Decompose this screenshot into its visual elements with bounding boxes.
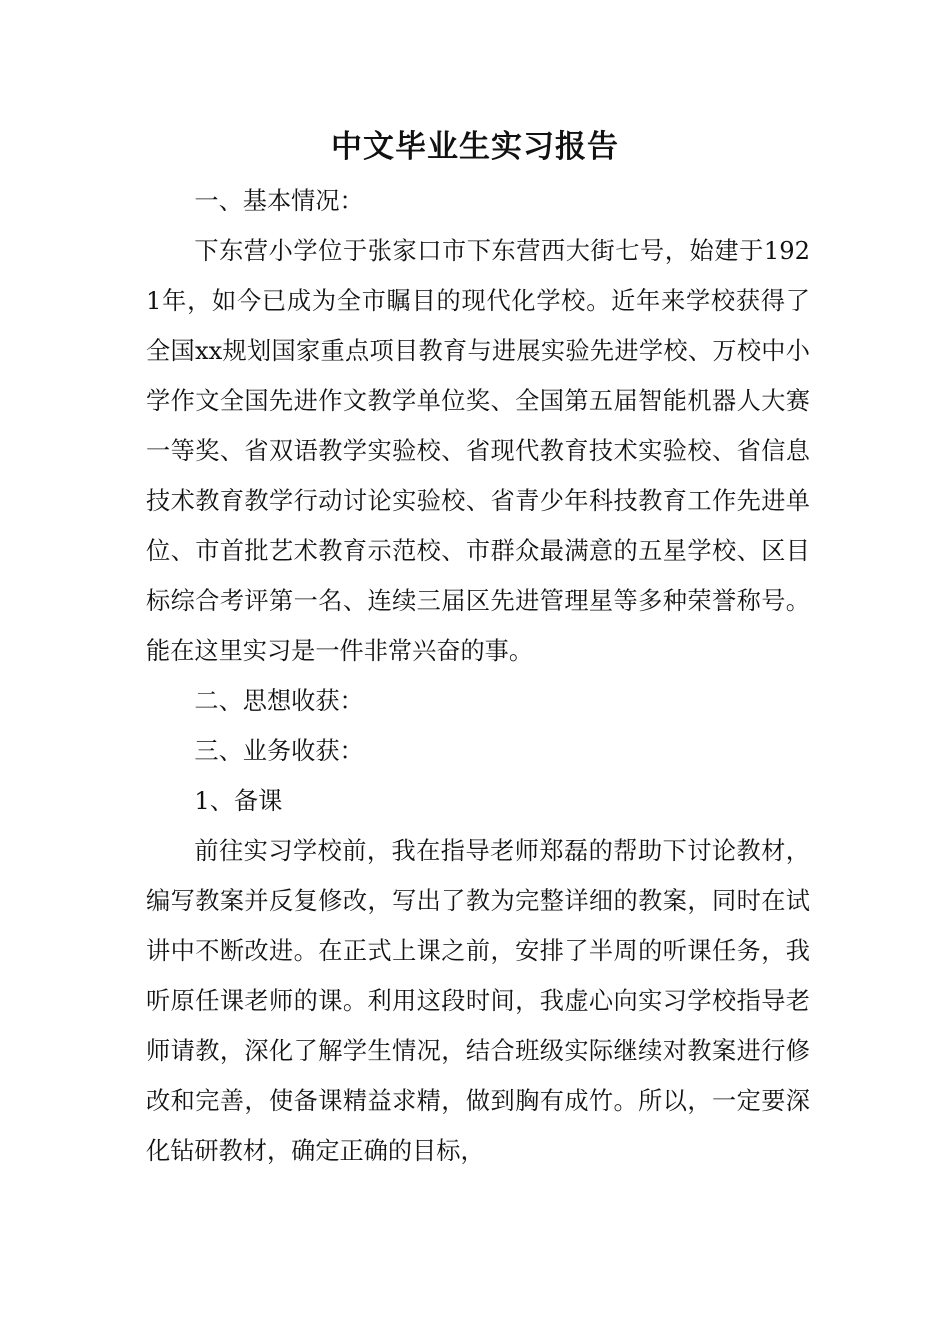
paragraph-school-intro: 下东营小学位于张家口市下东营西大街七号，始建于1921年，如今已成为全市瞩目的现代化学校。近年来学校获得了全国xx规划国家重点项目教育与进展实验先进学校、万校中小学作文全国先进作文教学单位奖、全国第五届智能机器人大赛一等奖、省双语教学实验校、省现代教育技术实验校、省信息技术教育教学行动讨论实验校、省青少年科技教育工作先进单位、市首批艺术教育示范校、市群众最满意的五星学校、区目标综合考评第一名、连续三届区先进管理星等多种荣誉称号。能在这里实习是一件非常兴奋的事。: [146, 237, 810, 665]
subsection-heading-lesson-prep: 1、备课: [194, 787, 283, 815]
document-title: 中文毕业生实习报告: [331, 129, 619, 165]
paragraph-lesson-prep: 前往实习学校前，我在指导老师郑磊的帮助下讨论教材，编写教案并反复修改，写出了教为完整详细的教案，同时在试讲中不断改进。在正式上课之前，安排了半周的听课任务，我听原任课老师的课。利用这段时间，我虚心向实习学校指导老师请教，深化了解学生情况，结合班级实际继续对教案进行修改和完善，使备课精益求精，做到胸有成竹。所以，一定要深化钻研教材，确定正确的目标，: [146, 837, 810, 1165]
document-body: [146, 176, 810, 1176]
section-heading-work: 三、业务收获：: [194, 737, 364, 765]
section-heading-basic-info: 一、基本情况：: [194, 187, 364, 215]
section-heading-thoughts: 二、思想收获：: [194, 687, 364, 715]
